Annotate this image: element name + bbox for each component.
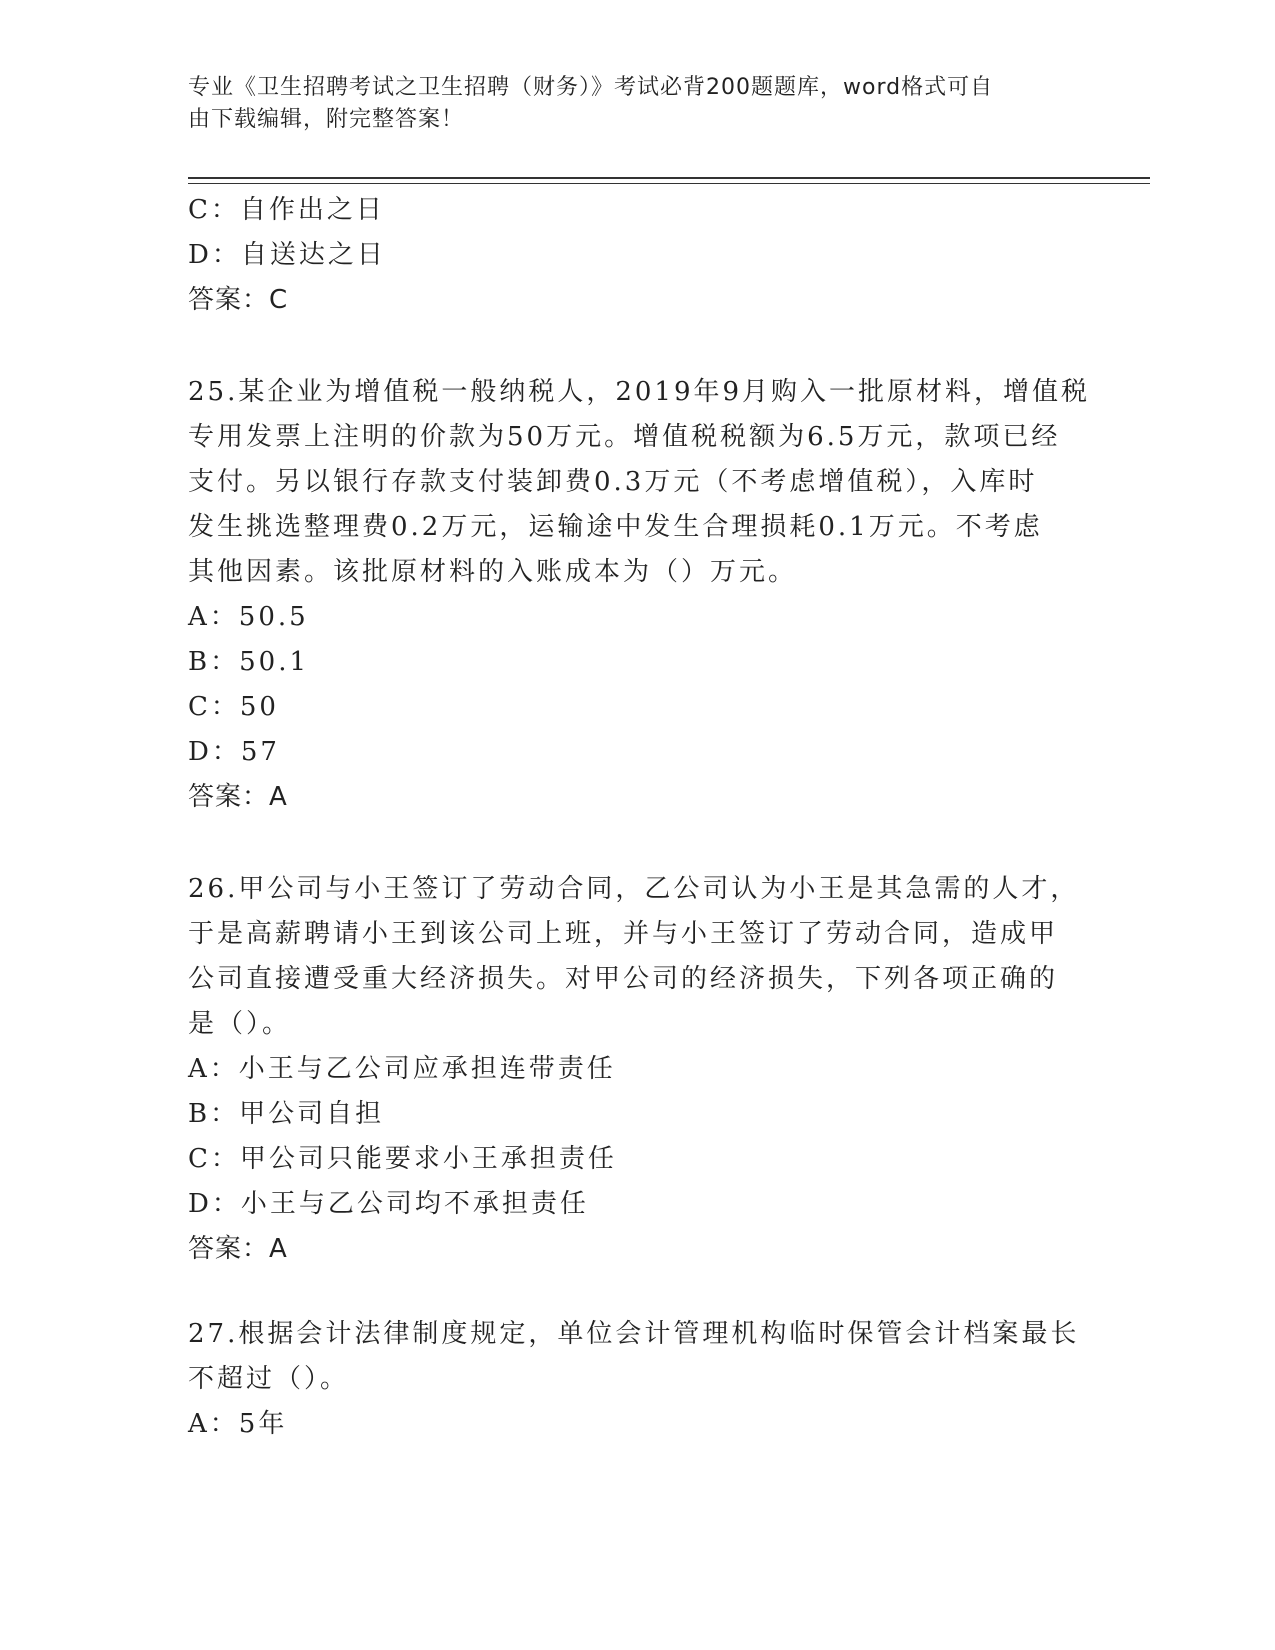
- option-a: A：小王与乙公司应承担连带责任: [188, 1054, 616, 1084]
- option-a: A：5年: [188, 1409, 288, 1439]
- answer-line: 答案：C: [188, 285, 289, 315]
- question-stem: [188, 370, 1091, 595]
- spacer: [188, 323, 1088, 370]
- stem-line: 专用发票上注明的价款为50万元。增值税税额为6.5万元，款项已经: [188, 422, 1061, 452]
- question-stem: [188, 1312, 1088, 1402]
- spacer: [188, 820, 1088, 867]
- stem-line: 于是高薪聘请小王到该公司上班，并与小王签订了劳动合同，造成甲: [188, 919, 1059, 949]
- stem-line: 27.根据会计法律制度规定，单位会计管理机构临时保管会计档案最长: [188, 1319, 1080, 1349]
- question-25: [188, 370, 1091, 820]
- option-c: C：自作出之日: [188, 195, 385, 225]
- question-stem: [188, 867, 1088, 1047]
- option-d: D：小王与乙公司均不承担责任: [188, 1189, 589, 1219]
- stem-line: 25.某企业为增值税一般纳税人，2019年9月购入一批原材料，增值税: [188, 377, 1091, 407]
- spacer: [188, 1272, 1088, 1312]
- option-b: B：50.1: [188, 647, 309, 677]
- stem-line: 其他因素。该批原材料的入账成本为（）万元。: [188, 557, 798, 587]
- option-c: C：50: [188, 692, 279, 722]
- option-c: C：甲公司只能要求小王承担责任: [188, 1144, 617, 1174]
- question-24-tail: [188, 188, 1088, 323]
- option-a: A：50.5: [188, 602, 309, 632]
- header-divider: [188, 177, 1150, 184]
- answer-line: 答案：A: [188, 1234, 288, 1264]
- stem-line: 不超过（）。: [188, 1364, 350, 1394]
- question-27: [188, 1312, 1088, 1447]
- stem-line: 发生挑选整理费0.2万元，运输途中发生合理损耗0.1万元。不考虑: [188, 512, 1043, 542]
- option-b: B：甲公司自担: [188, 1099, 385, 1129]
- header-title-line-2: 由下载编辑，附完整答案！: [188, 107, 465, 132]
- document-header: [188, 72, 1068, 136]
- stem-line: 支付。另以银行存款支付装卸费0.3万元（不考虑增值税），入库时: [188, 467, 1038, 497]
- stem-line: 26.甲公司与小王签订了劳动合同，乙公司认为小王是其急需的人才，: [188, 874, 1080, 904]
- question-content: [188, 188, 1091, 1447]
- option-d: D：自送达之日: [188, 240, 386, 270]
- header-title-line-1: 专业《卫生招聘考试之卫生招聘（财务）》考试必背200题题库，word格式可自: [188, 75, 994, 100]
- option-d: D：57: [188, 737, 280, 767]
- stem-line: 公司直接遭受重大经济损失。对甲公司的经济损失，下列各项正确的: [188, 964, 1059, 994]
- stem-line: 是（）。: [188, 1009, 292, 1039]
- answer-line: 答案：A: [188, 782, 288, 812]
- question-26: [188, 867, 1088, 1272]
